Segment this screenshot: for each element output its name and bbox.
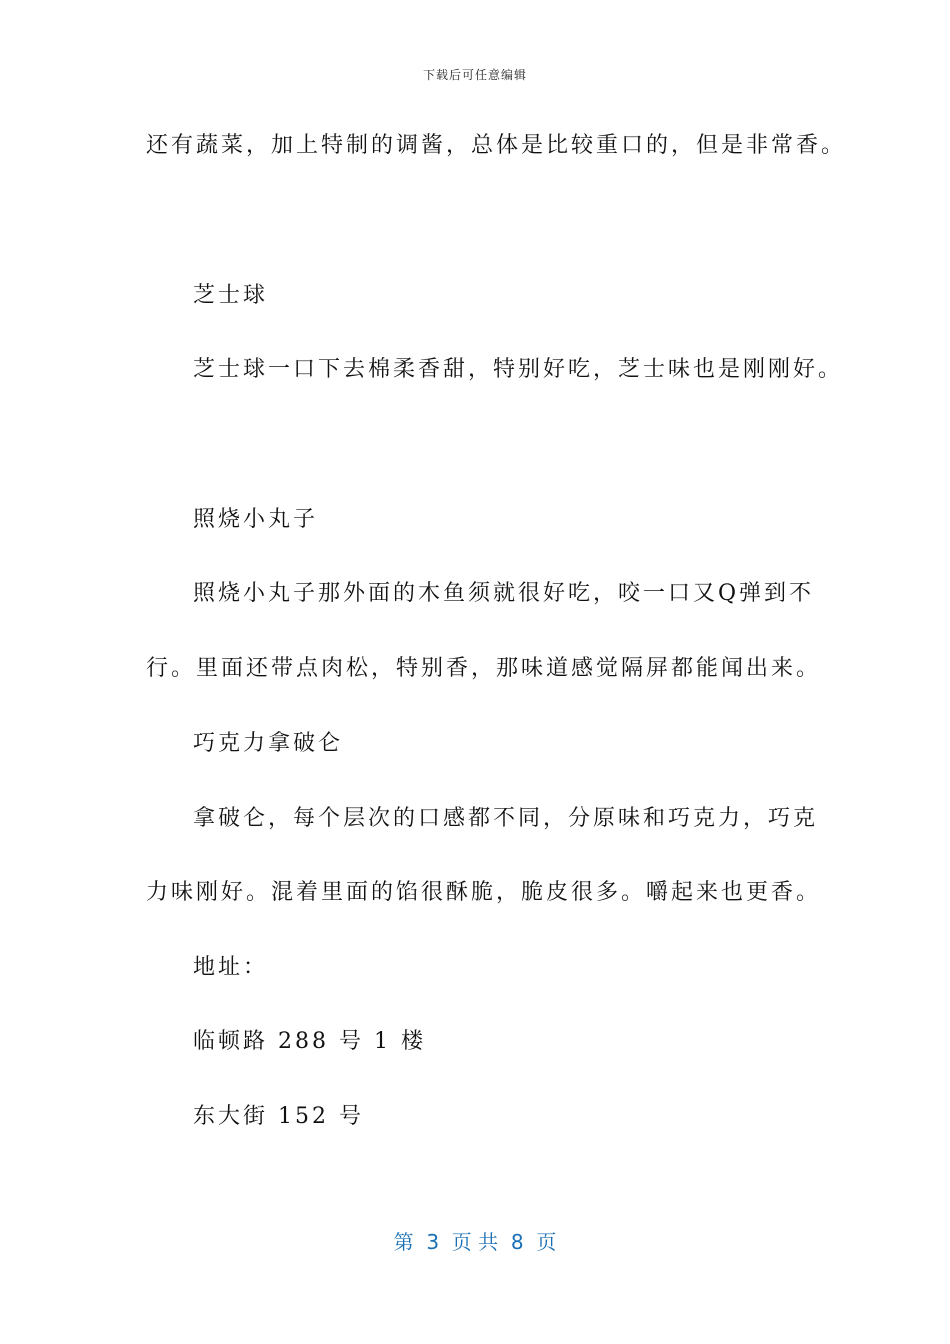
paragraph-cheese-ball: 芝士球一口下去棉柔香甜，特别好吃，芝士味也是刚刚好。 — [193, 357, 844, 382]
section-heading-cheese-ball: 芝士球 — [193, 283, 269, 308]
page-number-footer: 第 3 页 共 8 页 — [393, 1230, 557, 1254]
paragraph-takoyaki-line1: 照烧小丸子那外面的木鱼须就很好吃，咬一口又Q弹到不 — [193, 581, 815, 606]
section-heading-napoleon: 巧克力拿破仑 — [193, 731, 344, 756]
page-header: 下载后可任意编辑 — [422, 68, 527, 82]
address-line-1: 临顿路 288 号 1 楼 — [193, 1029, 426, 1054]
paragraph-napoleon-line2: 力味刚好。混着里面的馅很酥脆，脆皮很多。嚼起来也更香。 — [146, 880, 822, 905]
section-heading-takoyaki: 照烧小丸子 — [193, 507, 319, 532]
paragraph-napoleon-line1: 拿破仑，每个层次的口感都不同，分原味和巧克力，巧克 — [193, 806, 819, 831]
paragraph-line: 还有蔬菜，加上特制的调酱，总体是比较重口的，但是非常香。 — [146, 133, 847, 158]
paragraph-takoyaki-line2: 行。里面还带点肉松，特别香，那味道感觉隔屏都能闻出来。 — [146, 656, 822, 681]
address-line-2: 东大街 152 号 — [193, 1104, 364, 1129]
address-label: 地址： — [193, 955, 269, 980]
